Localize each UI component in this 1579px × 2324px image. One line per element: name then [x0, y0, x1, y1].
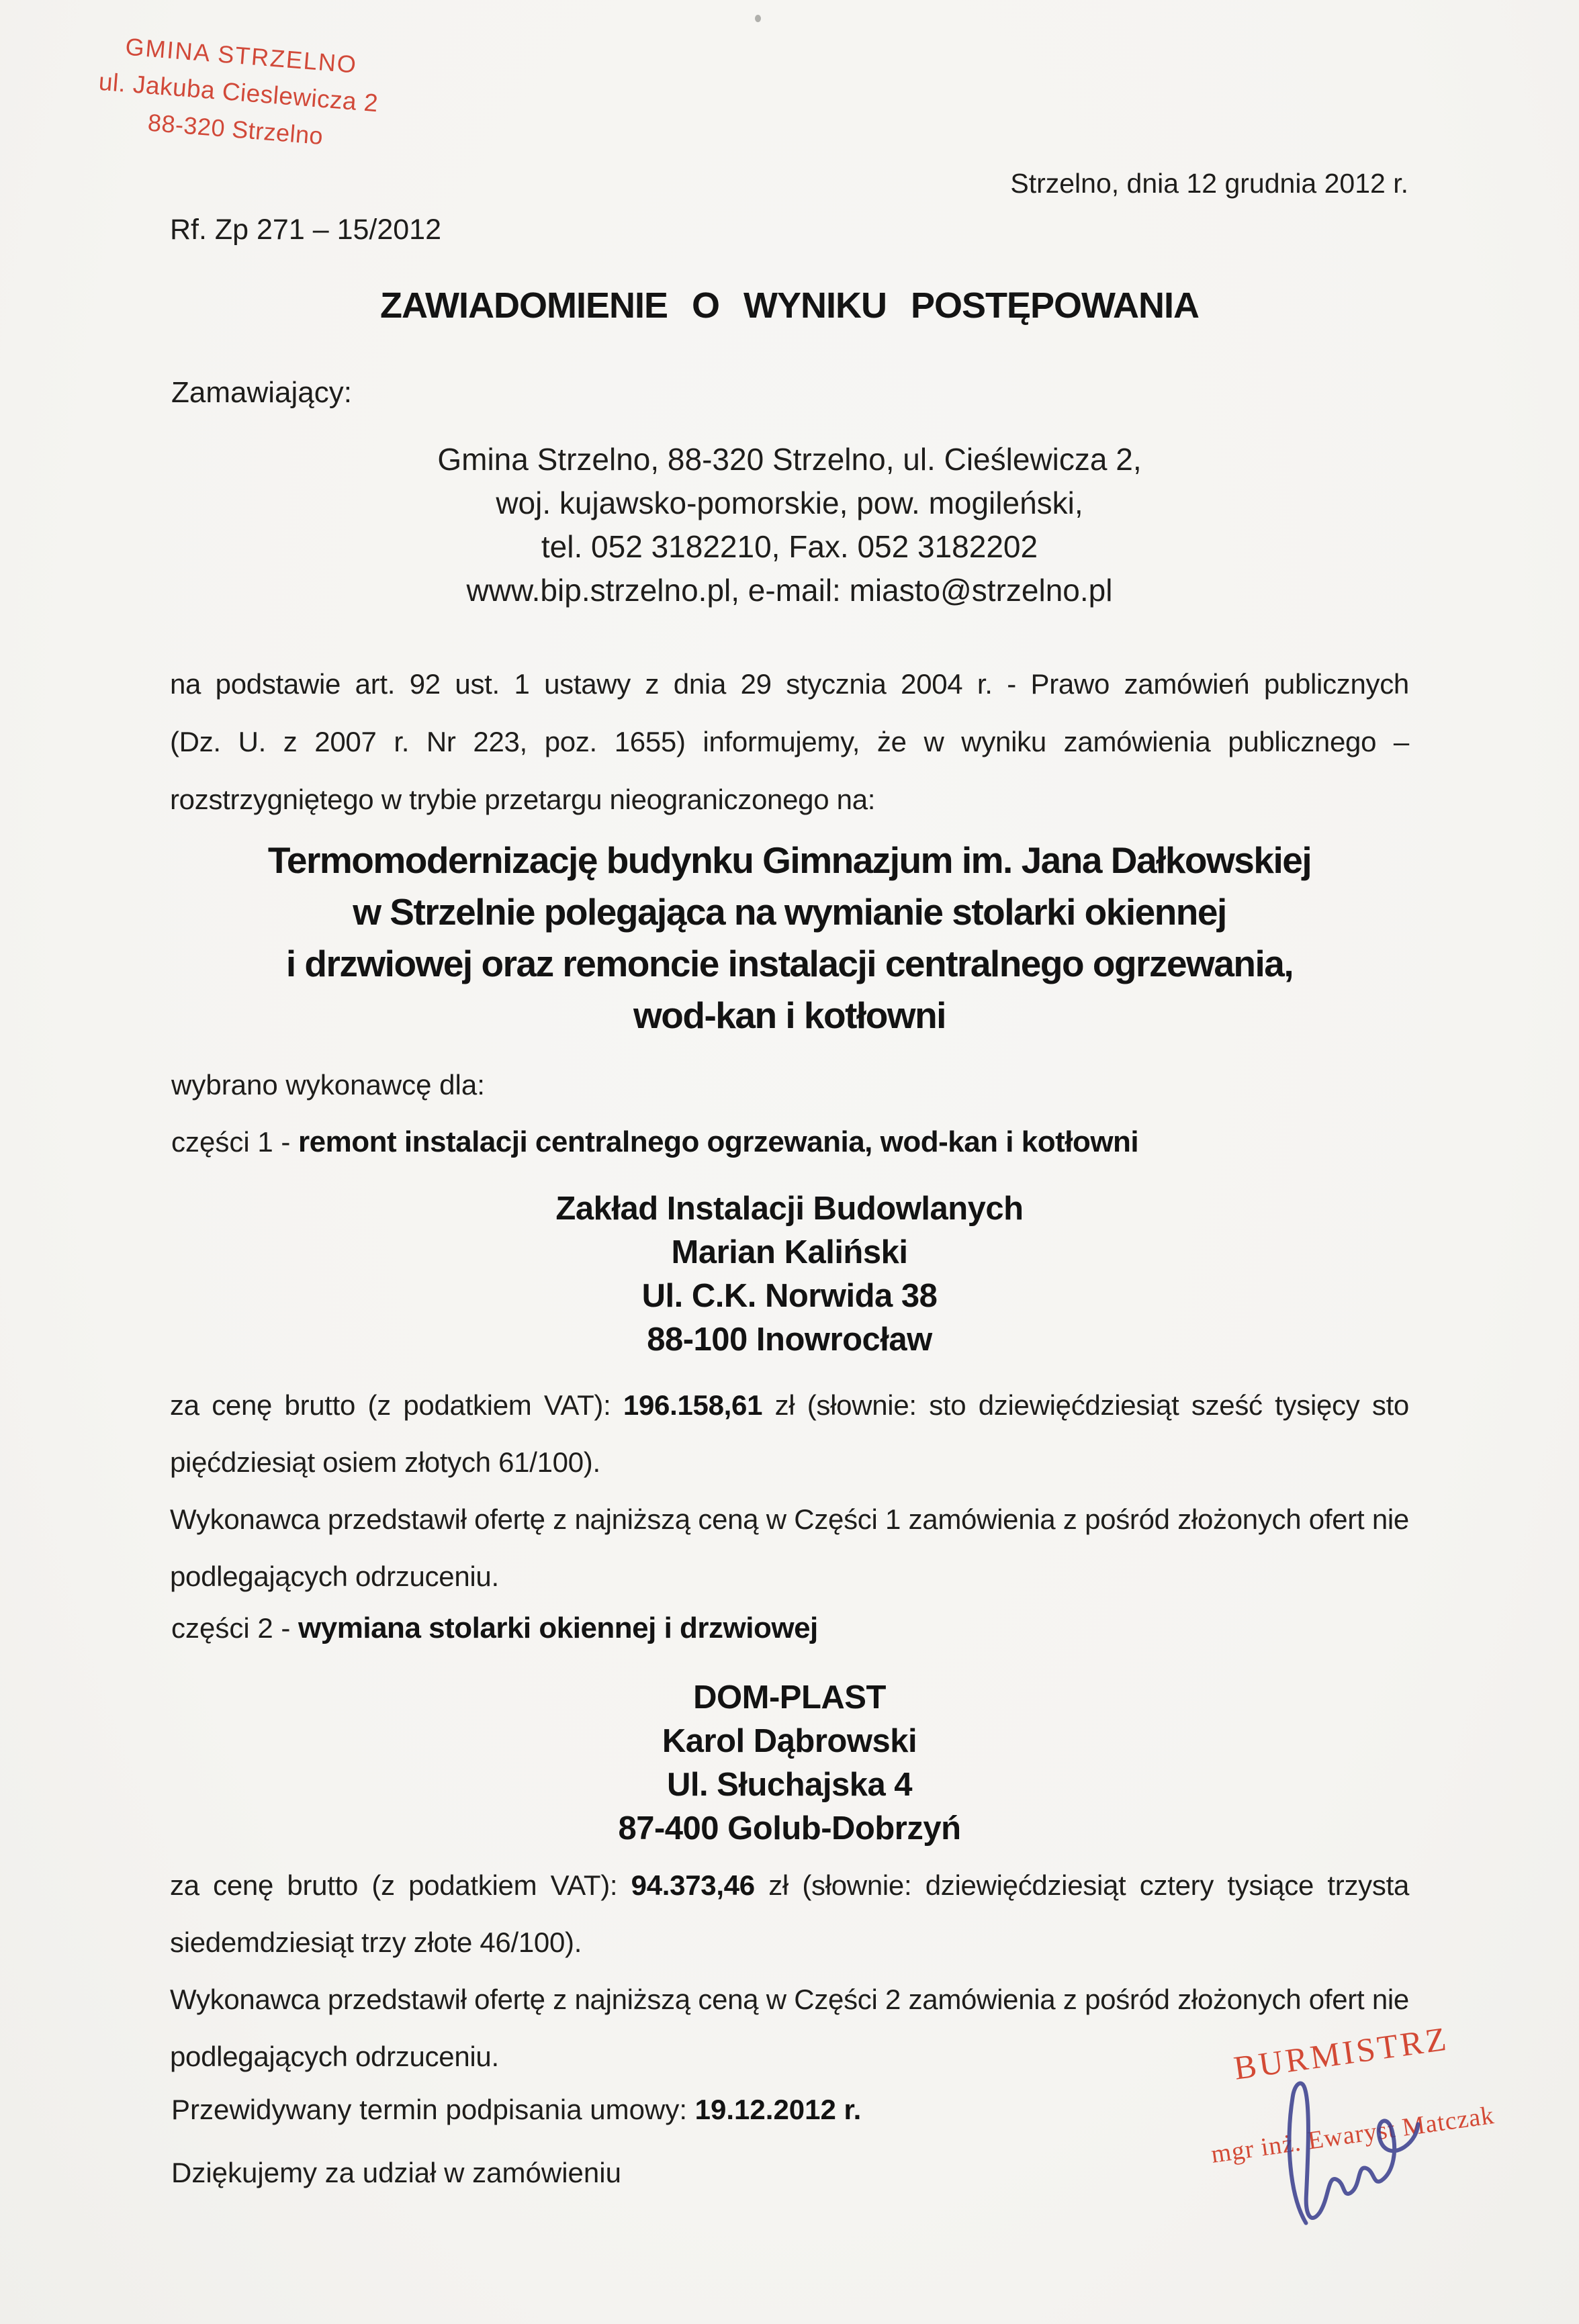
- signing-date: 19.12.2012 r.: [694, 2094, 862, 2125]
- price-note-line: Wykonawca przedstawił ofertę z najniższą ceną w Części 2 zamówienia z pośród złożonych ofert nie: [170, 1984, 1409, 2015]
- price-amount: 196.158,61: [623, 1389, 763, 1421]
- contract-subject-heading: [0, 835, 1579, 1041]
- winner-line: Marian Kaliński: [671, 1234, 908, 1270]
- sender-stamp-line: 88-320 Strzelno: [146, 108, 324, 150]
- subject-line: w Strzelnie polegająca na wymianie stolarki okiennej: [353, 891, 1226, 933]
- winner-line: 87-400 Golub-Dobrzyń: [618, 1810, 961, 1847]
- part2-label: części 2 -: [171, 1612, 299, 1644]
- part2-winner-block: [0, 1676, 1579, 1851]
- scan-speck: [755, 15, 761, 22]
- price-intro: za cenę brutto (z podatkiem VAT):: [170, 1389, 623, 1421]
- document-title: ZAWIADOMIENIE O WYNIKU POSTĘPOWANIA: [379, 285, 1200, 326]
- sender-stamp-line: ul. Jakuba Cieslewicza 2: [97, 67, 379, 118]
- address-line: Gmina Strzelno, 88-320 Strzelno, ul. Cieślewicza 2,: [437, 442, 1142, 477]
- part2-scope: wymiana stolarki okiennej i drzwiowej: [298, 1612, 818, 1644]
- price-line: [170, 1377, 1409, 1434]
- subject-line: i drzwiowej oraz remoncie instalacji centralnego ogrzewania,: [285, 943, 1294, 984]
- winner-line: Ul. C.K. Norwida 38: [641, 1278, 938, 1314]
- sender-stamp-line: GMINA STRZELNO: [124, 32, 359, 79]
- price-line: [170, 1857, 1409, 1914]
- contract-signing-date-line: [171, 2094, 861, 2126]
- price-words: zł (słownie: dziewięćdziesiąt cztery tysiące trzysta: [754, 1869, 1410, 1901]
- winner-line: Zakład Instalacji Budowlanych: [555, 1191, 1024, 1227]
- address-line: woj. kujawsko-pomorskie, pow. mogileński,: [496, 485, 1083, 520]
- ordering-party-address: [0, 438, 1579, 612]
- price-words: zł (słownie: sto dziewięćdziesiąt sześć tysięcy sto: [762, 1389, 1409, 1421]
- mayor-stamp-title: BURMISTRZ: [1231, 2019, 1451, 2087]
- price-note-line: podlegających odrzuceniu.: [170, 2041, 499, 2072]
- place-and-date-line: Strzelno, dnia 12 grudnia 2012 r.: [1010, 168, 1408, 199]
- price-intro: za cenę brutto (z podatkiem VAT):: [170, 1869, 631, 1901]
- address-line: tel. 052 3182210, Fax. 052 3182202: [541, 529, 1038, 564]
- price-note-line: Wykonawca przedstawił ofertę z najniższą ceną w Części 1 zamówienia z pośród złożonych ofert nie: [170, 1503, 1409, 1535]
- paragraph-line: na podstawie art. 92 ust. 1 ustawy z dnia 29 stycznia 2004 r. - Prawo zamówień publicznych: [170, 668, 1409, 700]
- closing-line: Dziękujemy za udział w zamówieniu: [171, 2157, 621, 2188]
- part1-scope: remont instalacji centralnego ogrzewania, wod-kan i kotłowni: [298, 1125, 1139, 1158]
- address-line: www.bip.strzelno.pl, e-mail: miasto@strzelno.pl: [466, 573, 1113, 608]
- part1-winner-block: [0, 1187, 1579, 1362]
- signing-label: Przewidywany termin podpisania umowy:: [171, 2094, 695, 2125]
- part1-label: części 1 -: [171, 1126, 299, 1158]
- sender-address-stamp: [66, 25, 410, 160]
- handwritten-signature: [1248, 2036, 1469, 2235]
- price-line: siedemdziesiąt trzy złote 46/100).: [170, 1926, 582, 1958]
- winner-line: 88-100 Inowrocław: [647, 1321, 932, 1358]
- winner-line: Ul. Słuchajska 4: [666, 1767, 913, 1803]
- winner-line: DOM-PLAST: [693, 1679, 886, 1716]
- price-line: pięćdziesiąt osiem złotych 61/100).: [170, 1446, 600, 1478]
- selection-label: wybrano wykonawcę dla:: [171, 1069, 485, 1101]
- part2-heading: [171, 1612, 818, 1645]
- winner-line: Karol Dąbrowski: [662, 1723, 917, 1759]
- price-amount: 94.373,46: [631, 1869, 755, 1901]
- paragraph-line: rozstrzygniętego w trybie przetargu nieograniczonego na:: [170, 784, 876, 815]
- mayor-stamp-name: mgr inż. Ewaryst Matczak: [1209, 2100, 1496, 2169]
- legal-basis-paragraph: [170, 655, 1409, 829]
- part1-price-paragraph: [170, 1377, 1409, 1605]
- ordering-party-label: Zamawiający:: [171, 376, 352, 409]
- subject-line: Termomodernizację budynku Gimnazjum im. Jana Dałkowskiej: [267, 839, 1312, 881]
- subject-line: wod-kan i kotłowni: [633, 994, 946, 1036]
- part1-heading: [171, 1125, 1138, 1159]
- reference-number: Rf. Zp 271 – 15/2012: [170, 214, 442, 246]
- price-note-line: podlegających odrzuceniu.: [170, 1561, 499, 1592]
- paragraph-line: (Dz. U. z 2007 r. Nr 223, poz. 1655) informujemy, że w wyniku zamówienia publicznego –: [170, 726, 1409, 757]
